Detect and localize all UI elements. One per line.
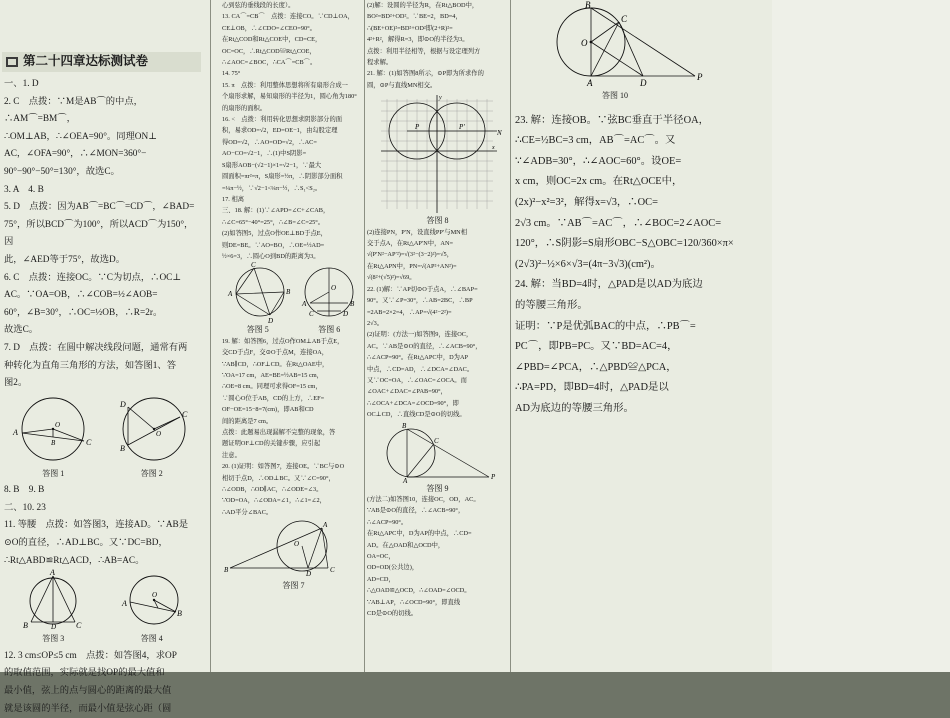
svg-text:C: C — [250, 261, 256, 270]
svg-text:y: y — [439, 95, 442, 102]
svg-text:O: O — [294, 540, 300, 549]
figure-10 — [535, 0, 715, 86]
svg-text:O: O — [151, 591, 157, 600]
answer-line: 4²+R²，解得R=3，即⊙O的半径为3。 — [367, 36, 469, 44]
svg-text:D: D — [51, 623, 57, 632]
page-edge — [772, 0, 950, 672]
answer-line: AO−CO=√2−1，∴(1)中S阴影= — [222, 150, 307, 158]
answer-line: 注意。 — [222, 451, 241, 459]
answer-line: 交CD于点F，交⊙O于点M，连接OA， — [222, 349, 329, 357]
svg-text:B: B — [285, 288, 291, 297]
column-divider — [210, 0, 211, 672]
answer-line: AD。在△OAD和△OCD中， — [367, 541, 445, 549]
figure-7 — [222, 518, 362, 580]
svg-text:C: C — [434, 436, 439, 445]
svg-text:B: B — [119, 443, 125, 453]
answer-line: √(P′N²−AP′²)=√(3²−(3−2)²)=√5， — [367, 251, 454, 259]
chapter-title: 第二十四章达标测试卷 — [23, 54, 149, 69]
figure-6 — [295, 262, 363, 324]
svg-text:O: O — [155, 429, 161, 438]
answer-line: ∵AB是⊙O的直径，∴∠ACB=90°， — [367, 507, 465, 515]
figure-caption: 答图 2 — [140, 468, 163, 478]
answer-line: CD是⊙O的切线。 — [367, 610, 418, 618]
answer-line: ∴(BE+OE)²=BD²+OD²即(2+R)²= — [367, 24, 453, 32]
figure-row-3-4 — [4, 570, 201, 648]
svg-text:B: B — [350, 300, 355, 309]
column-3 — [367, 0, 508, 672]
answer-line: ∵OA=17 cm，AE=BE=½AB=15 cm， — [222, 371, 323, 379]
answer-line: 的扇形的面积。 — [222, 104, 267, 112]
answer-line: 16. < 点拨：利用转化思想求阴影部分的面 — [222, 116, 343, 124]
svg-text:B: B — [176, 609, 182, 619]
answer-line: 13. CA⌒=CB⌒ 点拨：连接CO。∵CD⊥OA， — [222, 13, 354, 21]
answer-line: 最小值，弦上的点与圆心的距离的最大值 — [4, 686, 172, 697]
column-2 — [222, 0, 365, 672]
answer-line: 120°，∴S阴影=S扇形OBC−S△OBC=120/360×π× — [515, 238, 734, 250]
answer-line: x cm，则OC=2x cm。在Rt△OCE中， — [515, 176, 683, 188]
figure-8-grid — [367, 91, 505, 215]
svg-text:B: B — [23, 621, 29, 631]
answer-line: 则DE=BE。∵AO=BO，∴OE=½AD= — [222, 241, 325, 249]
answer-line: OC=OC，∴Rt△COD≌Rt△COE， — [222, 47, 316, 55]
answer-line: 三、18. 解：(1)∵∠APD=∠C+∠CAB， — [222, 207, 330, 215]
svg-text:A: A — [13, 427, 19, 437]
answer-line: 6. C 点拨：连接OC。∵C为切点，∴OC⊥ — [4, 272, 182, 283]
answer-line: AD为底边的等腰三角形。 — [515, 402, 634, 414]
answer-line: OA=OC， — [367, 553, 395, 560]
answer-line: 12. 3 cm≤OP≤5 cm 点拨：如答图4，求OP — [4, 650, 177, 661]
figure-3 — [13, 570, 93, 630]
answer-line: 点拨：此题易出现漏解不完整的现象，答 — [222, 429, 336, 436]
figure-caption: 答图 9 — [426, 483, 449, 493]
figure-caption: 答图 6 — [318, 325, 341, 335]
answer-line: 17. 相离 — [222, 195, 245, 203]
svg-text:P: P — [415, 123, 420, 132]
answer-line: 在Rt△COD和Rt△COE中，CD=CE， — [222, 36, 322, 44]
answer-line: ∴∠ACP=90°。在Rt△APC中，D为AP — [367, 354, 469, 362]
answer-line: ∴OM⊥AB，∴∠OEA=90°。同理ON⊥ — [4, 131, 157, 142]
figure-4 — [112, 570, 192, 630]
answer-line: ½×6=3，∴圆心O到BD的距离为3。 — [222, 252, 320, 260]
figure-1 — [7, 393, 99, 465]
answer-line: 程求解。 — [367, 59, 393, 67]
answer-line: 11. 等腰 点拨：如答图3，连接AD。∵AB是 — [4, 520, 189, 531]
answer-line: ∴OE=8 cm。同理可求得OF=15 cm， — [222, 383, 322, 391]
answer-line: 得OD=√2，∴AO=OD=√2，∴AC= — [222, 138, 317, 146]
answer-line: 24. 解：当BD=4时，△PAD是以AD为底边 — [515, 279, 703, 291]
answer-line: ∴∠AOC=∠BOC，∴CA⌒=CB⌒。 — [222, 59, 317, 67]
answer-line: ∵∠ADB=30°，∴∠AOC=60°。设OE= — [515, 155, 682, 167]
answer-line: 心到弦的垂线段的长度）。 — [222, 2, 295, 9]
answer-line: 60°，∠B=30°，∴OC=½OB，∴R=2r。 — [4, 307, 163, 318]
answer-line: ∴∠C=65°−40°=25°，∴∠B=∠C=25°。 — [222, 218, 325, 226]
answer-line: 中点，∴CD=AD，∴∠DCA=∠DAC。 — [367, 365, 474, 373]
column-4 — [515, 0, 773, 672]
answer-line: 90°−90°−50°=130°，故选C。 — [4, 166, 120, 177]
svg-text:B: B — [402, 421, 407, 430]
svg-text:A: A — [587, 78, 593, 88]
figure-caption: 答图 1 — [42, 468, 65, 478]
svg-text:C: C — [330, 566, 335, 575]
svg-text:D: D — [306, 570, 312, 579]
svg-text:A: A — [323, 521, 328, 530]
svg-text:C: C — [86, 437, 92, 447]
answer-line: ∠OAC+∠DAC=∠PAB=90°， — [367, 388, 447, 396]
answer-line: ∠PBD=∠PCA，∴△PBD≌△PCA， — [515, 361, 677, 373]
svg-text:D: D — [119, 399, 126, 409]
answer-line: ∵圆心O位于AB，CD的上方，∴EF= — [222, 394, 325, 402]
answer-line: 5. D 点拨：因为AB⌒=BC⌒=CD⌒，∠BAD= — [4, 202, 195, 213]
answer-line: 90°。又∵∠P=30°，∴AB=2BC，∴BP — [367, 297, 473, 305]
svg-text:A: A — [227, 290, 233, 299]
answer-line: 题证明OF⊥CD的关键步骤，应引起 — [222, 440, 321, 448]
answer-line: 间的距离是7 cm。 — [222, 417, 273, 425]
answer-line: 8. B 9. B — [4, 485, 45, 496]
answer-line: 22. (1)解：∵AP切⊙O于点A，∴∠BAP= — [367, 285, 478, 293]
answer-line: ∴AD平分∠BAC。 — [222, 508, 273, 516]
answer-line: (2)如答图5，过点O作OE⊥BD于点E， — [222, 230, 327, 238]
svg-text:C: C — [621, 14, 628, 24]
answer-line: (2)连接PN，P′N，设直线PP′与MN相 — [367, 228, 468, 236]
svg-text:O: O — [331, 284, 337, 293]
figure-caption: 答图 7 — [282, 581, 305, 591]
svg-text:D: D — [640, 78, 647, 88]
answer-line: 3. A 4. B — [4, 184, 44, 195]
figure-caption: 答图 3 — [42, 634, 65, 644]
answer-line: 的等腰三角形。 — [515, 299, 588, 311]
answer-line: 一、1. D — [4, 79, 39, 89]
answer-line: 就是该圆的半径，而最小值是弦心距（圆 — [4, 703, 172, 714]
answer-line: BO²=BD²+OD²。∵BE=2，BD=4， — [367, 13, 462, 21]
answer-line: 2√3 cm。∵AB⌒=AC⌒，∴∠BOC=2∠AOC= — [515, 217, 722, 229]
answer-line: (2)解：设圆的半径为R，在Rt△BOD中， — [367, 2, 479, 9]
answer-line: ∴CE=½BC=3 cm，AB⌒=AC⌒。又 — [515, 135, 676, 147]
svg-text:D: D — [267, 317, 273, 326]
answer-line: 14. 75° — [222, 70, 241, 78]
answer-line: 交于点A，在Rt△AP′N中，AN= — [367, 240, 454, 248]
column-1 — [4, 0, 201, 714]
answer-line: 15. π 点拨：利用整体思想将所有扇形合成一 — [222, 81, 348, 89]
answer-line: ∴PA=PD，即BD=4时，△PAD是以 — [515, 382, 669, 394]
svg-text:O: O — [55, 420, 61, 429]
answer-line: 7. D 点拨：在圆中解决线段问题，通常有两 — [4, 342, 188, 353]
answer-line: 故选C。 — [4, 325, 39, 336]
figure-caption: 答图 4 — [140, 634, 163, 644]
answer-line: 在Rt△APC中，D为AP的中点，∴CD= — [367, 530, 472, 538]
svg-text:B: B — [224, 566, 229, 575]
answer-line: 的取值范围，实际就是找OP的最大值和 — [4, 668, 165, 679]
answer-line: AC，∠OFA=90°，∴∠MON=360°− — [4, 149, 147, 160]
answer-line: (方法二)如答图10，连接OC，OD，AC。 — [367, 495, 480, 503]
answer-line: (2√3)²−½×6×√3=(4π−3√3)(cm²)。 — [515, 258, 661, 270]
figure-5 — [224, 262, 292, 324]
answer-line: (2x)²−x²=3²，解得x=√3，∴OC= — [515, 196, 658, 208]
book-icon — [5, 55, 19, 69]
svg-text:C: C — [76, 621, 82, 631]
answer-line: PC⌒，即PB=PC。又∵BD=AC=4， — [515, 341, 678, 353]
figure-caption: 答图 5 — [246, 325, 269, 335]
answer-line: ∵AB∥CD，∴OF⊥CD。在Rt△OAE中， — [222, 360, 329, 368]
answer-line: 圆面积=πr²=π，S扇形=½π，∴阴影部分面积 — [222, 173, 343, 181]
svg-text:P′: P′ — [459, 123, 465, 132]
svg-text:A: A — [121, 599, 127, 609]
answer-line: 20. (1)证明：如答图7，连接OE。∵BC与⊙O — [222, 463, 345, 471]
column-divider — [510, 0, 511, 672]
svg-text:D: D — [343, 310, 349, 319]
figure-row-1-2 — [4, 393, 201, 483]
answer-line: 2√3。 — [367, 319, 384, 327]
answer-line: AD=CD， — [367, 575, 395, 583]
answer-line: 19. 解：如答图6，过点O作OM⊥AB于点E， — [222, 337, 344, 345]
chapter-header — [2, 52, 201, 72]
answer-line: OC⊥CD，∴直线CD是⊙O的切线。 — [367, 411, 466, 419]
answer-line: 个扇形求解，易知扇形的半径为1，圆心角为180° — [222, 93, 357, 101]
answer-line: OF−OE=15−8=7(cm)，即AB和CD — [222, 406, 314, 414]
svg-text:A: A — [50, 568, 56, 578]
answer-line: CE⊥OB，∴∠CDO=∠CEO=90°。 — [222, 24, 316, 32]
answer-line: ∵OD=OA，∴∠ODA=∠1，∴∠1=∠2， — [222, 497, 326, 505]
answer-line: S扇形AOB−(√2−1)×1=√2−1，∵最大 — [222, 161, 322, 169]
answer-line: AC。∵AB是⊙O的直径，∴∠ACB=90°， — [367, 342, 482, 350]
figure-caption: 答图 8 — [426, 216, 449, 226]
answer-line: =¼π−½，∵√2−1<¼π−½，∴S₁<S₂。 — [222, 184, 322, 192]
answer-line: 此，∠AED等于75°，故选D。 — [4, 254, 126, 265]
answer-line: ∵AB⊥AP，∴∠OCD=90°，即直线 — [367, 598, 461, 606]
answer-line: √(8²+(√5)²)=√69。 — [367, 274, 416, 282]
answer-line: ∴∠ODB，∴OD∥AC，∴∠ODE=∠3。 — [222, 486, 323, 494]
figure-9 — [367, 421, 505, 483]
answer-line: 又∵OC=OA，∴∠OAC=∠OCA。而 — [367, 376, 467, 384]
svg-text:A: A — [302, 300, 307, 309]
figure-row-5-6 — [222, 262, 365, 335]
answer-line: (2)证明：(方法一)如答图9，连接OC， — [367, 331, 473, 339]
svg-text:P: P — [491, 472, 496, 481]
svg-text:C: C — [309, 310, 314, 319]
answer-line: ∴△OAD≌△OCD，∴∠OAD=∠OCD。 — [367, 587, 471, 595]
svg-text:B: B — [585, 0, 591, 10]
answer-line: ∴∠OCA+∠DCA=∠OCD=90°，即 — [367, 399, 459, 407]
answer-line: OD=OD(公共边)， — [367, 564, 419, 572]
svg-text:C: C — [181, 409, 188, 419]
svg-text:x: x — [492, 145, 495, 152]
answer-line: 在Rt△APN中，PN=√(AP²+AN²)= — [367, 262, 457, 270]
svg-text:B: B — [51, 438, 56, 447]
answer-line: 75°，所以BCD⌒为100°，所以ACD⌒为150°，因 — [4, 219, 194, 248]
figure-2 — [106, 393, 198, 465]
answer-line: 点拨：利用半径相等，根据与设定理列方 — [367, 47, 481, 55]
answer-line: ∴Rt△ABD≌Rt△ACD，∴AB=AC。 — [4, 555, 145, 566]
answer-line: 种转化为直角三角形的方法，如答图1、答 — [4, 360, 176, 371]
answer-line: AC。∵OA=OB，∴∠COB=½∠AOB= — [4, 290, 158, 301]
answer-line: 图2。 — [4, 378, 28, 389]
answer-line: 圆，⊙P与直线MN相交。 — [367, 81, 437, 89]
answer-line: 积，易求OD=√2，ED=OE−1，由勾股定理 — [222, 127, 338, 135]
answer-line: 证明：∵P是优弧BAC的中点，∴PB⌒= — [515, 320, 696, 332]
answer-line: ∴∠ACP=90°。 — [367, 518, 408, 526]
svg-text:A: A — [403, 476, 408, 485]
answer-line: 二、10. 23 — [4, 502, 46, 513]
answer-line: 相切于点D，∴OD⊥BC。又∵∠C=90°， — [222, 474, 335, 482]
answer-line: 2. C 点拨：∵M是AB⌒的中点，∴AM⌒=BM⌒， — [4, 96, 143, 125]
figure-caption: 答图 10 — [602, 91, 628, 100]
answer-line: 21. 解：(1)如答图8所示，⊙P即为所求作的 — [367, 70, 484, 78]
svg-text:P: P — [697, 72, 703, 82]
answer-line: ⊙O的直径，∴AD⊥BC。又∵DC=BD， — [4, 538, 168, 549]
svg-text:N: N — [497, 129, 502, 138]
answer-line: 23. 解：连接OB。∵弦BC垂直于半径OA， — [515, 114, 709, 126]
svg-text:O: O — [581, 38, 588, 48]
answer-line: =2AB=2×2=4，∴AP=√(4²−2²)= — [367, 308, 452, 316]
